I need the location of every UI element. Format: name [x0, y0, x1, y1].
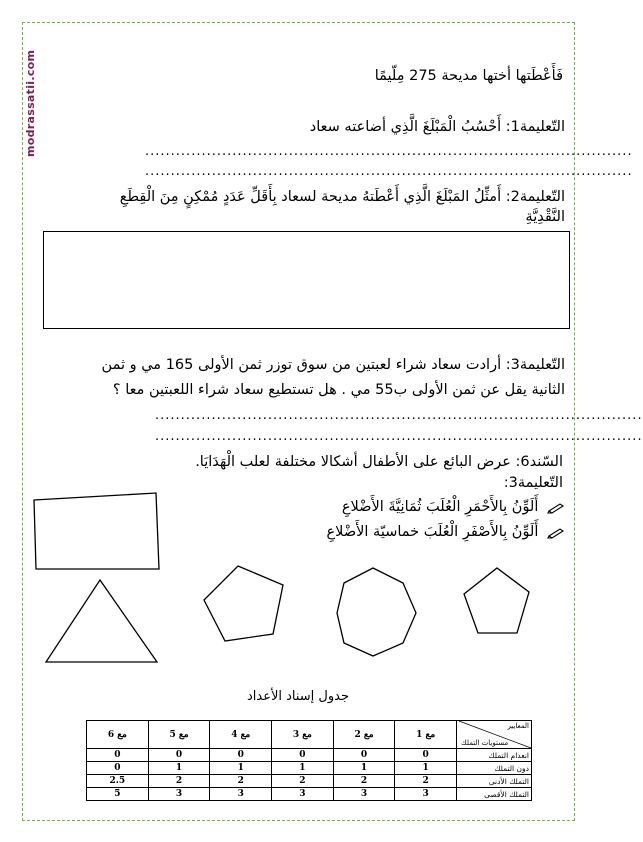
table-cell: 1 — [148, 762, 210, 775]
table-cell: 3 — [272, 788, 334, 801]
support6 — [43, 452, 563, 472]
pentagon-shape-2[interactable] — [464, 568, 529, 633]
corner-top-label: المعايير — [507, 722, 529, 730]
table-cell: 0 — [210, 749, 272, 762]
task2-label: التّعليمة2: — [505, 189, 565, 205]
task2-text-1: أَمثِّلُ المَبْلَغَ الَّذِي أَعْطَتهُ مديحة لسعاد بِأَقَلِّ عَدَدٍ مُمْكِنٍ مِنَ الْقِطَعِ — [119, 189, 502, 205]
table-cell: 1 — [395, 762, 457, 775]
support6-label: السّند6: — [515, 454, 563, 470]
table-cell: 0 — [87, 762, 149, 775]
quadrilateral-shape[interactable] — [34, 493, 159, 569]
table-cell: 2 — [148, 775, 210, 788]
watermark: modrassatii.com — [24, 49, 37, 157]
table-cell: 0 — [87, 749, 149, 762]
table-cell: 0 — [333, 749, 395, 762]
row-label: التملك الأدنى — [457, 775, 532, 788]
intro-text: فَأَعْطَتها أختها مديحة 275 مِلّيمًا — [374, 68, 563, 84]
row-label: التملك الأقصى — [457, 788, 532, 801]
row-label: دون التملك — [457, 762, 532, 775]
shapes-area — [0, 470, 595, 680]
answer-dots-2[interactable]: ............................................................................................... — [145, 164, 633, 179]
column-header: مع 1 — [395, 721, 457, 749]
task3-text-1: أرادت سعاد شراء لعبتين من سوق توزر ثمن الأولى 165 مي و ثمن — [101, 357, 502, 373]
pentagon-shape-1[interactable] — [204, 566, 283, 641]
bullet-text-1: أَلَوِّنُ بِالأَحْمَرِ الْعُلَبَ ثُمَانِيَّةَ الأَضْلاعِ — [341, 499, 539, 515]
table-cell: 0 — [148, 749, 210, 762]
grading-table — [86, 720, 532, 801]
row-label: انعدام التملك — [457, 749, 532, 762]
support6-text: عرض البائع على الأطفال أشكالا مختلفة لعلب الْهَدَايَا. — [195, 454, 511, 470]
table-cell: 0 — [272, 749, 334, 762]
table-cell: 3 — [395, 788, 457, 801]
corner-bottom-label: مستويات التملك — [461, 739, 509, 747]
column-header: مع 3 — [272, 721, 334, 749]
table-header-row — [87, 721, 532, 749]
table-cell: 0 — [395, 749, 457, 762]
task1-text: أَحْسُبُ الْمَبْلَغَ الَّذِي أضاعته سعاد — [309, 119, 502, 135]
task3 — [25, 355, 565, 375]
table-cell: 2 — [210, 775, 272, 788]
answer-dots-1[interactable]: ............................................................................................... — [145, 144, 633, 159]
task1-label: التّعليمة1: — [505, 119, 565, 135]
table-cell: 2 — [272, 775, 334, 788]
table-title-text: جدول إسناد الأعداد — [246, 689, 350, 704]
table-corner-cell — [457, 721, 532, 749]
column-header: مع 5 — [148, 721, 210, 749]
table-cell: 2.5 — [87, 775, 149, 788]
task1 — [45, 117, 565, 137]
table-cell: 3 — [333, 788, 395, 801]
table-cell: 2 — [333, 775, 395, 788]
task3-line2 — [25, 380, 565, 400]
column-header: مع 6 — [87, 721, 149, 749]
table-cell: 3 — [210, 788, 272, 801]
answer-box[interactable] — [43, 231, 570, 329]
task2 — [35, 187, 565, 207]
table-title — [228, 689, 368, 704]
task3-text-2: الثانية يقل عن ثمن الأولى ب55 مي . هل تستطيع سعاد شراء اللعبتين معا ؟ — [112, 382, 565, 398]
column-header: مع 2 — [333, 721, 395, 749]
bullet-text-2: أَلَوِّنُ بِالأَصْفَرِ الْعُلَبَ خماسيّة الأَضْلاعِ — [326, 524, 539, 540]
column-header: مع 4 — [210, 721, 272, 749]
task3-label: التّعليمة3: — [505, 357, 565, 373]
table-row — [87, 788, 532, 801]
answer-dots-3[interactable]: ............................................................................................... — [155, 408, 643, 423]
table-cell: 2 — [395, 775, 457, 788]
task2-text-2: النَّقْدِيَّةِ — [525, 209, 565, 225]
triangle-shape[interactable] — [46, 580, 157, 662]
table-row — [87, 775, 532, 788]
octagon-shape[interactable] — [337, 568, 416, 656]
table-cell: 1 — [210, 762, 272, 775]
table-cell: 1 — [333, 762, 395, 775]
table-row — [87, 762, 532, 775]
task3b-label: التّعليمة3: — [503, 475, 563, 491]
table-cell: 3 — [148, 788, 210, 801]
answer-dots-4[interactable]: ............................................................................................... — [155, 429, 643, 444]
table-row — [87, 749, 532, 762]
intro-line — [43, 66, 563, 86]
task2-line2 — [45, 207, 565, 227]
table-cell: 1 — [272, 762, 334, 775]
table-cell: 5 — [87, 788, 149, 801]
